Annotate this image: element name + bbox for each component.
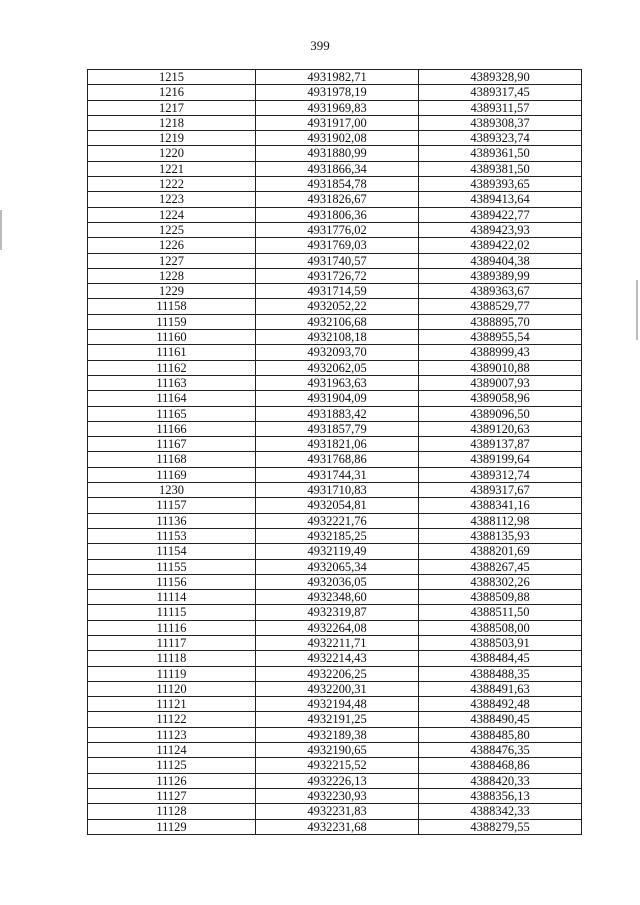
y-coordinate-cell: 4388955,54 xyxy=(419,330,582,345)
point-number-cell: 11160 xyxy=(88,330,256,345)
y-coordinate-cell: 4389007,93 xyxy=(419,375,582,390)
table-row xyxy=(88,345,582,360)
x-coordinate-cell: 4932062,05 xyxy=(256,360,419,375)
x-coordinate-cell: 4931969,83 xyxy=(256,100,419,115)
point-number-cell: 1220 xyxy=(88,146,256,161)
table-row xyxy=(88,727,582,742)
table-row xyxy=(88,253,582,268)
page-number: 399 xyxy=(310,38,330,53)
y-coordinate-cell: 4389317,67 xyxy=(419,483,582,498)
point-number-cell: 1221 xyxy=(88,161,256,176)
table-row xyxy=(88,406,582,421)
point-number-cell: 1224 xyxy=(88,207,256,222)
table-row xyxy=(88,115,582,130)
y-coordinate-cell: 4388484,45 xyxy=(419,651,582,666)
x-coordinate-cell: 4932206,25 xyxy=(256,666,419,681)
point-number-cell: 1219 xyxy=(88,131,256,146)
coordinates-table-body xyxy=(88,70,582,835)
y-coordinate-cell: 4388491,63 xyxy=(419,681,582,696)
table-row xyxy=(88,146,582,161)
x-coordinate-cell: 4932106,68 xyxy=(256,314,419,329)
y-coordinate-cell: 4389137,87 xyxy=(419,437,582,452)
table-row xyxy=(88,712,582,727)
point-number-cell: 1218 xyxy=(88,115,256,130)
y-coordinate-cell: 4388135,93 xyxy=(419,528,582,543)
point-number-cell: 11166 xyxy=(88,421,256,436)
scan-edge-mark xyxy=(636,280,638,340)
y-coordinate-cell: 4388356,13 xyxy=(419,788,582,803)
point-number-cell: 1229 xyxy=(88,284,256,299)
y-coordinate-cell: 4389317,45 xyxy=(419,85,582,100)
table-row xyxy=(88,421,582,436)
y-coordinate-cell: 4388492,48 xyxy=(419,697,582,712)
x-coordinate-cell: 4931978,19 xyxy=(256,85,419,100)
x-coordinate-cell: 4932231,83 xyxy=(256,804,419,819)
table-row xyxy=(88,391,582,406)
point-number-cell: 11123 xyxy=(88,727,256,742)
table-row xyxy=(88,483,582,498)
point-number-cell: 11116 xyxy=(88,620,256,635)
x-coordinate-cell: 4931857,79 xyxy=(256,421,419,436)
point-number-cell: 11117 xyxy=(88,635,256,650)
y-coordinate-cell: 4389422,02 xyxy=(419,238,582,253)
point-number-cell: 11156 xyxy=(88,574,256,589)
x-coordinate-cell: 4932194,48 xyxy=(256,697,419,712)
x-coordinate-cell: 4932185,25 xyxy=(256,528,419,543)
table-row xyxy=(88,314,582,329)
point-number-cell: 11164 xyxy=(88,391,256,406)
x-coordinate-cell: 4931904,09 xyxy=(256,391,419,406)
table-row xyxy=(88,788,582,803)
point-number-cell: 11122 xyxy=(88,712,256,727)
table-row xyxy=(88,222,582,237)
table-row xyxy=(88,207,582,222)
table-row xyxy=(88,605,582,620)
table-row xyxy=(88,192,582,207)
y-coordinate-cell: 4388279,55 xyxy=(419,819,582,834)
y-coordinate-cell: 4389199,64 xyxy=(419,452,582,467)
x-coordinate-cell: 4931826,67 xyxy=(256,192,419,207)
point-number-cell: 11124 xyxy=(88,743,256,758)
x-coordinate-cell: 4932065,34 xyxy=(256,559,419,574)
point-number-cell: 11153 xyxy=(88,528,256,543)
y-coordinate-cell: 4388420,33 xyxy=(419,773,582,788)
table-row xyxy=(88,743,582,758)
y-coordinate-cell: 4388485,80 xyxy=(419,727,582,742)
y-coordinate-cell: 4389010,88 xyxy=(419,360,582,375)
y-coordinate-cell: 4388488,35 xyxy=(419,666,582,681)
point-number-cell: 11168 xyxy=(88,452,256,467)
table-row xyxy=(88,452,582,467)
point-number-cell: 1222 xyxy=(88,177,256,192)
point-number-cell: 1230 xyxy=(88,483,256,498)
table-row xyxy=(88,666,582,681)
x-coordinate-cell: 4931806,36 xyxy=(256,207,419,222)
y-coordinate-cell: 4389404,38 xyxy=(419,253,582,268)
x-coordinate-cell: 4932191,25 xyxy=(256,712,419,727)
table-row xyxy=(88,544,582,559)
y-coordinate-cell: 4388112,98 xyxy=(419,513,582,528)
point-number-cell: 11126 xyxy=(88,773,256,788)
table-row xyxy=(88,268,582,283)
y-coordinate-cell: 4388511,50 xyxy=(419,605,582,620)
x-coordinate-cell: 4931982,71 xyxy=(256,70,419,85)
x-coordinate-cell: 4932036,05 xyxy=(256,574,419,589)
y-coordinate-cell: 4389120,63 xyxy=(419,421,582,436)
point-number-cell: 11161 xyxy=(88,345,256,360)
point-number-cell: 11125 xyxy=(88,758,256,773)
table-row xyxy=(88,559,582,574)
table-row xyxy=(88,238,582,253)
point-number-cell: 11121 xyxy=(88,697,256,712)
y-coordinate-cell: 4389361,50 xyxy=(419,146,582,161)
table-row xyxy=(88,177,582,192)
y-coordinate-cell: 4389328,90 xyxy=(419,70,582,85)
x-coordinate-cell: 4932215,52 xyxy=(256,758,419,773)
y-coordinate-cell: 4389363,67 xyxy=(419,284,582,299)
point-number-cell: 11115 xyxy=(88,605,256,620)
point-number-cell: 11128 xyxy=(88,804,256,819)
table-row xyxy=(88,681,582,696)
point-number-cell: 1217 xyxy=(88,100,256,115)
x-coordinate-cell: 4931883,42 xyxy=(256,406,419,421)
y-coordinate-cell: 4389389,99 xyxy=(419,268,582,283)
y-coordinate-cell: 4389323,74 xyxy=(419,131,582,146)
table-row xyxy=(88,635,582,650)
point-number-cell: 11165 xyxy=(88,406,256,421)
x-coordinate-cell: 4931769,03 xyxy=(256,238,419,253)
y-coordinate-cell: 4389311,57 xyxy=(419,100,582,115)
x-coordinate-cell: 4931768,86 xyxy=(256,452,419,467)
table-row xyxy=(88,498,582,513)
y-coordinate-cell: 4388302,26 xyxy=(419,574,582,589)
x-coordinate-cell: 4931740,57 xyxy=(256,253,419,268)
x-coordinate-cell: 4932231,68 xyxy=(256,819,419,834)
x-coordinate-cell: 4932211,71 xyxy=(256,635,419,650)
y-coordinate-cell: 4388476,35 xyxy=(419,743,582,758)
y-coordinate-cell: 4388503,91 xyxy=(419,635,582,650)
x-coordinate-cell: 4932230,93 xyxy=(256,788,419,803)
x-coordinate-cell: 4932200,31 xyxy=(256,681,419,696)
x-coordinate-cell: 4932108,18 xyxy=(256,330,419,345)
point-number-cell: 1225 xyxy=(88,222,256,237)
table-row xyxy=(88,375,582,390)
y-coordinate-cell: 4388490,45 xyxy=(419,712,582,727)
point-number-cell: 11114 xyxy=(88,590,256,605)
y-coordinate-cell: 4388342,33 xyxy=(419,804,582,819)
table-row xyxy=(88,161,582,176)
x-coordinate-cell: 4932189,38 xyxy=(256,727,419,742)
table-row xyxy=(88,528,582,543)
x-coordinate-cell: 4931854,78 xyxy=(256,177,419,192)
x-coordinate-cell: 4932054,81 xyxy=(256,498,419,513)
x-coordinate-cell: 4931821,06 xyxy=(256,437,419,452)
x-coordinate-cell: 4932221,76 xyxy=(256,513,419,528)
table-row xyxy=(88,360,582,375)
table-row xyxy=(88,590,582,605)
table-row xyxy=(88,513,582,528)
x-coordinate-cell: 4931902,08 xyxy=(256,131,419,146)
x-coordinate-cell: 4932226,13 xyxy=(256,773,419,788)
table-row xyxy=(88,697,582,712)
x-coordinate-cell: 4931917,00 xyxy=(256,115,419,130)
table-row xyxy=(88,758,582,773)
point-number-cell: 11159 xyxy=(88,314,256,329)
x-coordinate-cell: 4931744,31 xyxy=(256,467,419,482)
y-coordinate-cell: 4389058,96 xyxy=(419,391,582,406)
point-number-cell: 11167 xyxy=(88,437,256,452)
y-coordinate-cell: 4388529,77 xyxy=(419,299,582,314)
point-number-cell: 11136 xyxy=(88,513,256,528)
y-coordinate-cell: 4388508,00 xyxy=(419,620,582,635)
x-coordinate-cell: 4931776,02 xyxy=(256,222,419,237)
table-row xyxy=(88,467,582,482)
y-coordinate-cell: 4388341,16 xyxy=(419,498,582,513)
table-row xyxy=(88,85,582,100)
x-coordinate-cell: 4931880,99 xyxy=(256,146,419,161)
scan-edge-mark xyxy=(0,210,2,250)
x-coordinate-cell: 4932093,70 xyxy=(256,345,419,360)
table-row xyxy=(88,804,582,819)
point-number-cell: 11162 xyxy=(88,360,256,375)
x-coordinate-cell: 4932052,22 xyxy=(256,299,419,314)
y-coordinate-cell: 4389096,50 xyxy=(419,406,582,421)
x-coordinate-cell: 4932119,49 xyxy=(256,544,419,559)
table-row xyxy=(88,620,582,635)
y-coordinate-cell: 4389312,74 xyxy=(419,467,582,482)
y-coordinate-cell: 4389393,65 xyxy=(419,177,582,192)
point-number-cell: 11119 xyxy=(88,666,256,681)
x-coordinate-cell: 4932348,60 xyxy=(256,590,419,605)
point-number-cell: 1227 xyxy=(88,253,256,268)
y-coordinate-cell: 4389423,93 xyxy=(419,222,582,237)
x-coordinate-cell: 4932190,65 xyxy=(256,743,419,758)
x-coordinate-cell: 4931726,72 xyxy=(256,268,419,283)
point-number-cell: 11169 xyxy=(88,467,256,482)
y-coordinate-cell: 4389381,50 xyxy=(419,161,582,176)
point-number-cell: 11163 xyxy=(88,375,256,390)
point-number-cell: 11120 xyxy=(88,681,256,696)
point-number-cell: 1215 xyxy=(88,70,256,85)
point-number-cell: 1228 xyxy=(88,268,256,283)
x-coordinate-cell: 4932264,08 xyxy=(256,620,419,635)
point-number-cell: 1226 xyxy=(88,238,256,253)
point-number-cell: 1216 xyxy=(88,85,256,100)
x-coordinate-cell: 4932214,43 xyxy=(256,651,419,666)
y-coordinate-cell: 4388201,69 xyxy=(419,544,582,559)
x-coordinate-cell: 4931714,59 xyxy=(256,284,419,299)
y-coordinate-cell: 4388895,70 xyxy=(419,314,582,329)
point-number-cell: 11157 xyxy=(88,498,256,513)
point-number-cell: 11154 xyxy=(88,544,256,559)
x-coordinate-cell: 4932319,87 xyxy=(256,605,419,620)
point-number-cell: 1223 xyxy=(88,192,256,207)
point-number-cell: 11155 xyxy=(88,559,256,574)
table-row xyxy=(88,651,582,666)
point-number-cell: 11118 xyxy=(88,651,256,666)
table-row xyxy=(88,100,582,115)
table-row xyxy=(88,284,582,299)
table-row xyxy=(88,819,582,834)
x-coordinate-cell: 4931866,34 xyxy=(256,161,419,176)
table-row xyxy=(88,131,582,146)
y-coordinate-cell: 4389308,37 xyxy=(419,115,582,130)
y-coordinate-cell: 4388509,88 xyxy=(419,590,582,605)
y-coordinate-cell: 4389413,64 xyxy=(419,192,582,207)
point-number-cell: 11158 xyxy=(88,299,256,314)
y-coordinate-cell: 4389422,77 xyxy=(419,207,582,222)
point-number-cell: 11129 xyxy=(88,819,256,834)
y-coordinate-cell: 4388468,86 xyxy=(419,758,582,773)
y-coordinate-cell: 4388999,43 xyxy=(419,345,582,360)
table-row xyxy=(88,70,582,85)
table-row xyxy=(88,574,582,589)
table-row xyxy=(88,437,582,452)
point-number-cell: 11127 xyxy=(88,788,256,803)
x-coordinate-cell: 4931963,63 xyxy=(256,375,419,390)
table-row xyxy=(88,330,582,345)
y-coordinate-cell: 4388267,45 xyxy=(419,559,582,574)
table-row xyxy=(88,299,582,314)
x-coordinate-cell: 4931710,83 xyxy=(256,483,419,498)
table-row xyxy=(88,773,582,788)
coordinates-table xyxy=(87,69,582,835)
